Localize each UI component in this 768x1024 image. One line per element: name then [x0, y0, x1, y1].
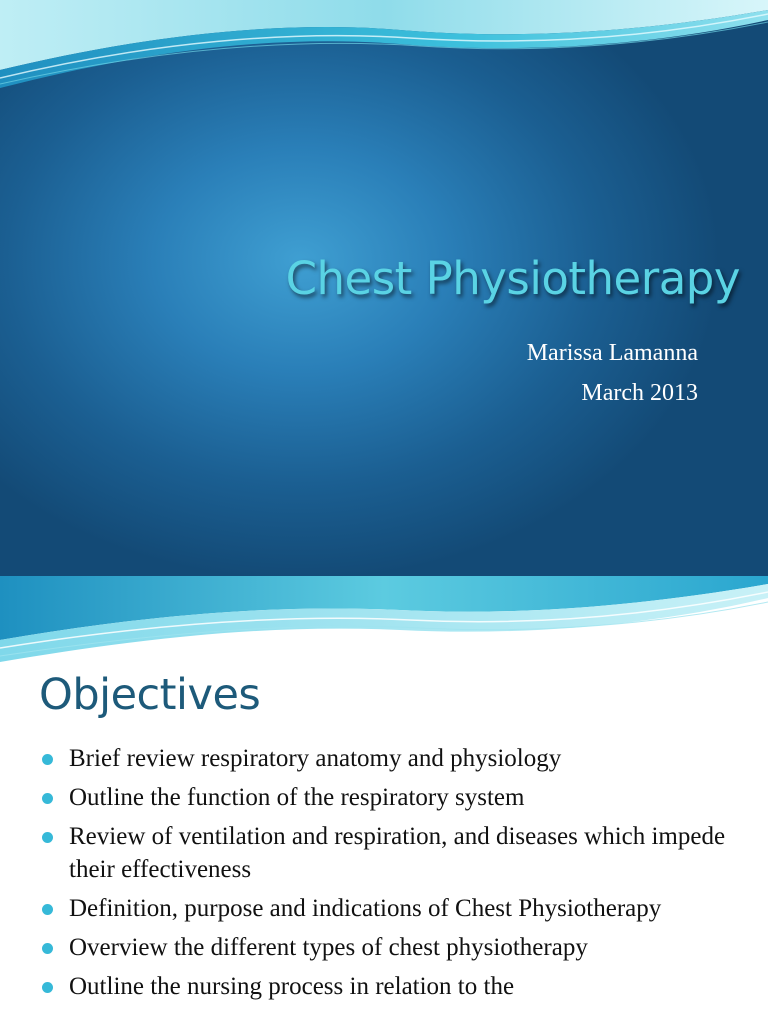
bullet-dot-icon: [42, 832, 53, 843]
title-slide-wave-decoration: [0, 0, 768, 92]
list-item-text: Outline the nursing process in relation to the: [69, 973, 515, 1000]
list-item-text: Review of ventilation and respiration, and diseases which impede their effectiveness: [69, 823, 726, 883]
list-item-text: Brief review respiratory anatomy and physiology: [69, 745, 562, 772]
bullet-dot-icon: [42, 943, 53, 954]
bullet-dot-icon: [42, 904, 53, 915]
list-item: [40, 820, 740, 886]
list-item: [40, 970, 740, 1003]
list-item: [40, 892, 740, 925]
objectives-list: [40, 742, 740, 1009]
presentation-date: March 2013: [581, 380, 698, 406]
list-item: [40, 781, 740, 814]
objectives-heading: Objectives: [39, 670, 261, 720]
bullet-dot-icon: [42, 754, 53, 765]
list-item: [40, 931, 740, 964]
objectives-slide: [0, 576, 768, 1024]
author-name: Marissa Lamanna: [526, 340, 698, 366]
bullet-dot-icon: [42, 982, 53, 993]
list-item-text: Overview the different types of chest physiotherapy: [69, 934, 588, 961]
list-item-text: Definition, purpose and indications of Chest Physiotherapy: [69, 895, 662, 922]
objectives-slide-wave-decoration: [0, 576, 768, 668]
list-item-text: Outline the function of the respiratory system: [69, 784, 525, 811]
bullet-dot-icon: [42, 793, 53, 804]
list-item: [40, 742, 740, 775]
presentation-title: Chest Physiotherapy: [285, 252, 740, 305]
